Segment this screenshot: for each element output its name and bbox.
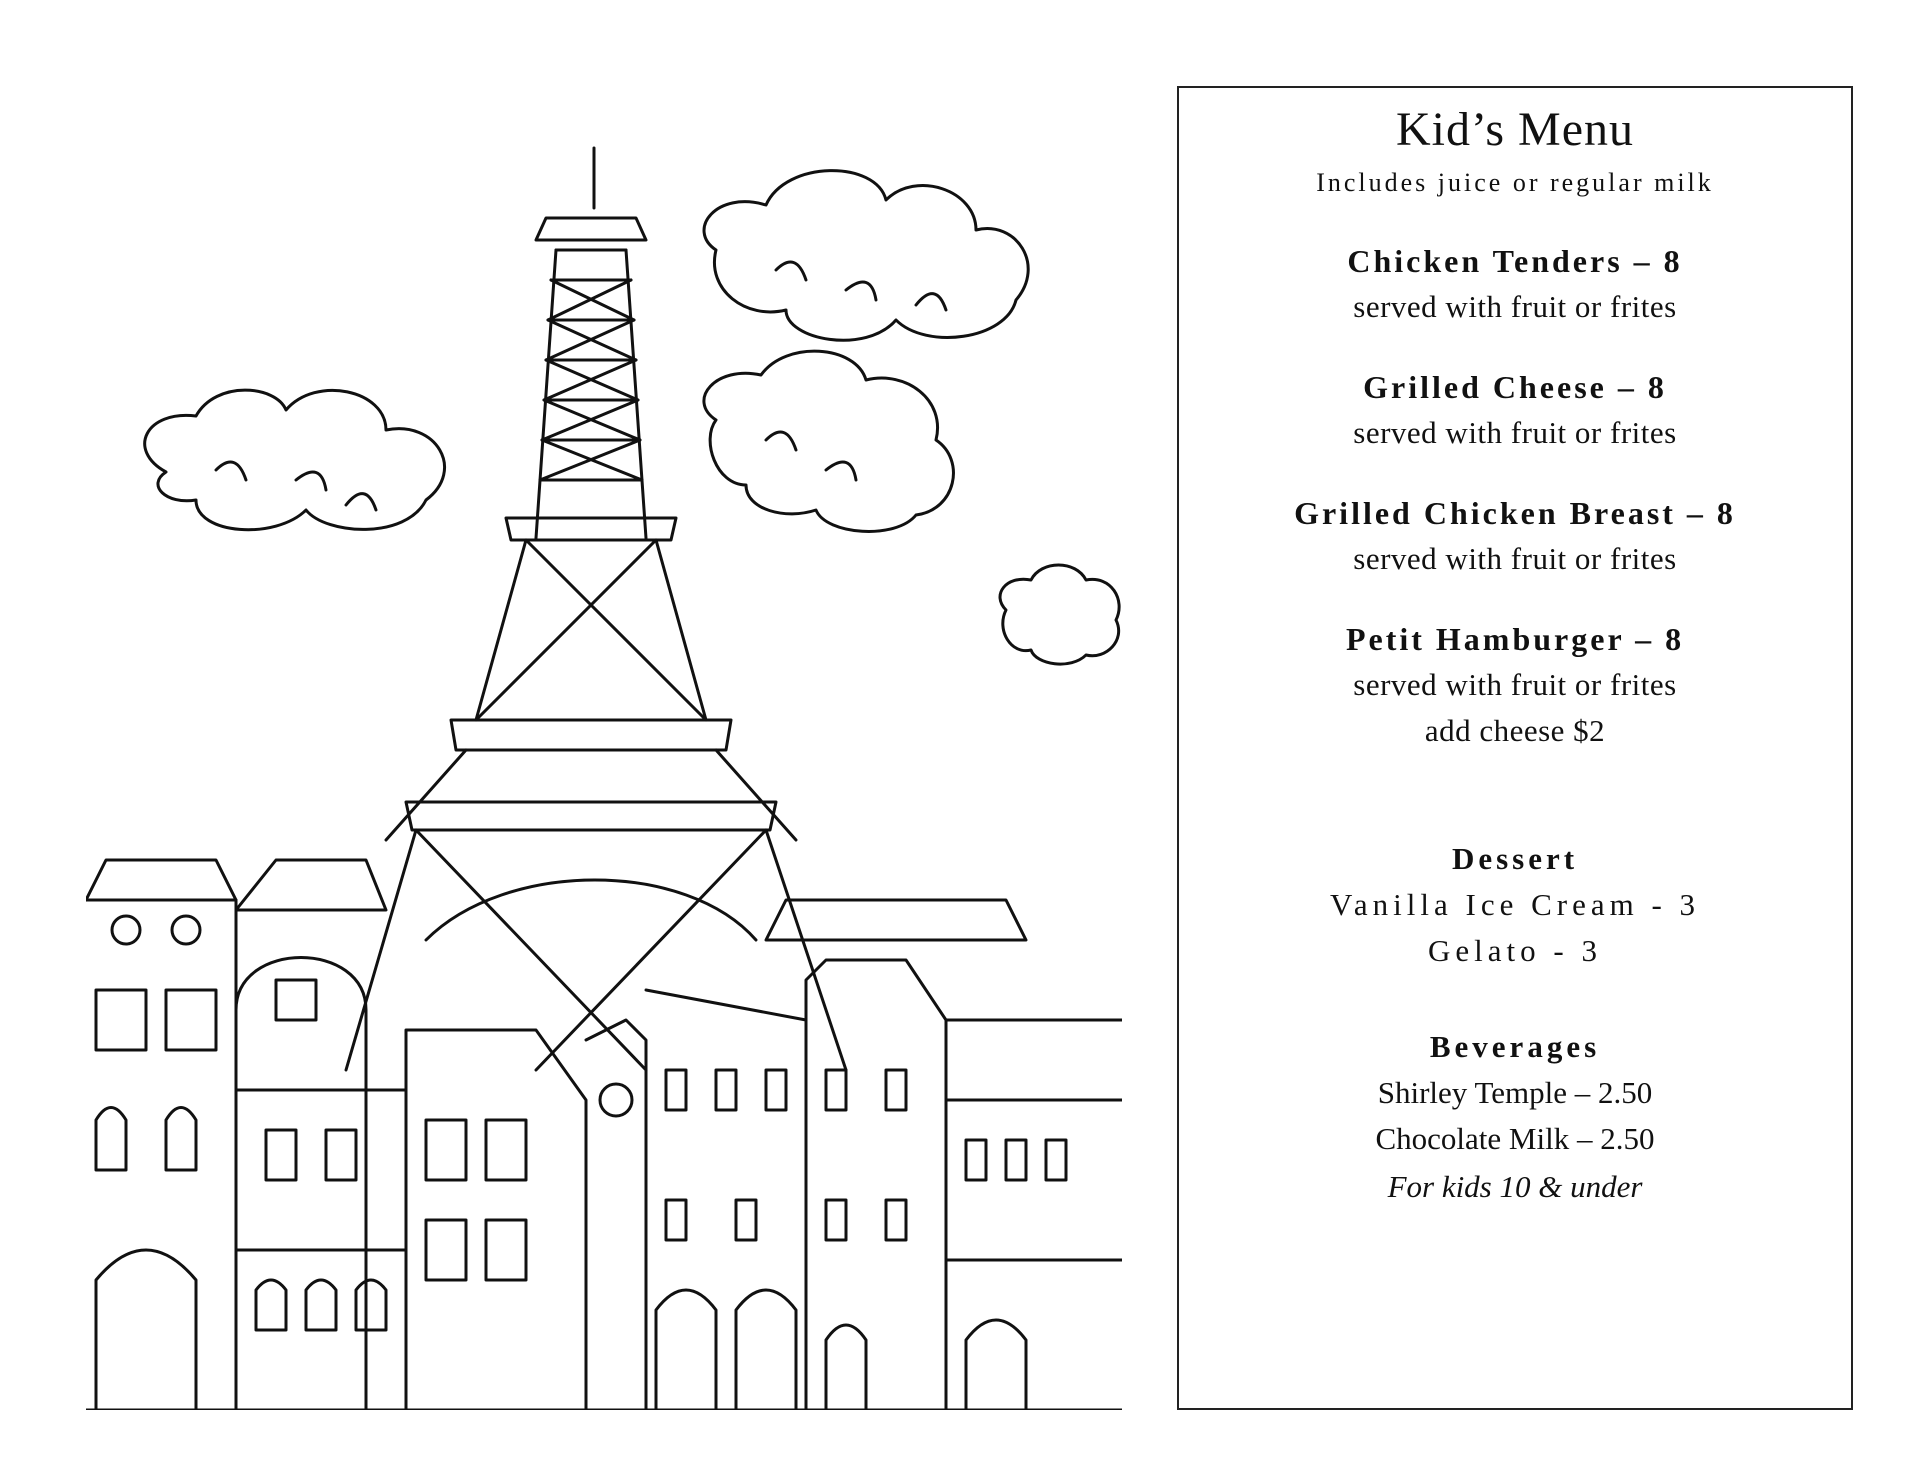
menu-item-desc: served with fruit or frites [1353,415,1677,450]
menu-item [1179,616,1851,754]
menu-item [1179,238,1851,330]
menu-title: Kid’s Menu [1396,103,1634,156]
beverage-item: Shirley Temple – 2.50 [1377,1075,1653,1110]
menu-subtitle: Includes juice or regular milk [1316,168,1714,197]
menu-item-name: Grilled Cheese – 8 [1363,369,1667,405]
dessert-heading: Dessert [1451,841,1579,876]
dessert-item: Vanilla Ice Cream - 3 [1329,887,1701,922]
menu-item-name: Chicken Tenders – 8 [1347,243,1683,279]
menu-item [1179,490,1851,582]
beverage-item: Chocolate Milk – 2.50 [1375,1121,1655,1156]
cloud-icon [704,351,954,531]
menu-item-name: Grilled Chicken Breast – 8 [1294,495,1736,531]
cloud-icon [704,171,1028,341]
beverages-heading: Beverages [1429,1029,1601,1064]
cloud-icon [1000,565,1119,664]
beverages-section [1179,1024,1851,1212]
beverages-note: For kids 10 & under [1387,1169,1643,1204]
paris-skyline-illustration [86,140,1122,1410]
menu-item-name: Petit Hamburger – 8 [1345,621,1685,657]
kids-menu-panel [1177,86,1853,1410]
menu-items [1179,238,1851,788]
dessert-section [1179,836,1851,974]
menu-item-extra: add cheese $2 [1424,713,1606,748]
dessert-item: Gelato - 3 [1428,933,1602,968]
menu-item [1179,364,1851,456]
cloud-icon [145,390,445,530]
buildings-icon [86,860,1122,1410]
menu-item-desc: served with fruit or frites [1353,541,1677,576]
menu-item-desc: served with fruit or frites [1353,667,1677,702]
menu-item-desc: served with fruit or frites [1353,289,1677,324]
